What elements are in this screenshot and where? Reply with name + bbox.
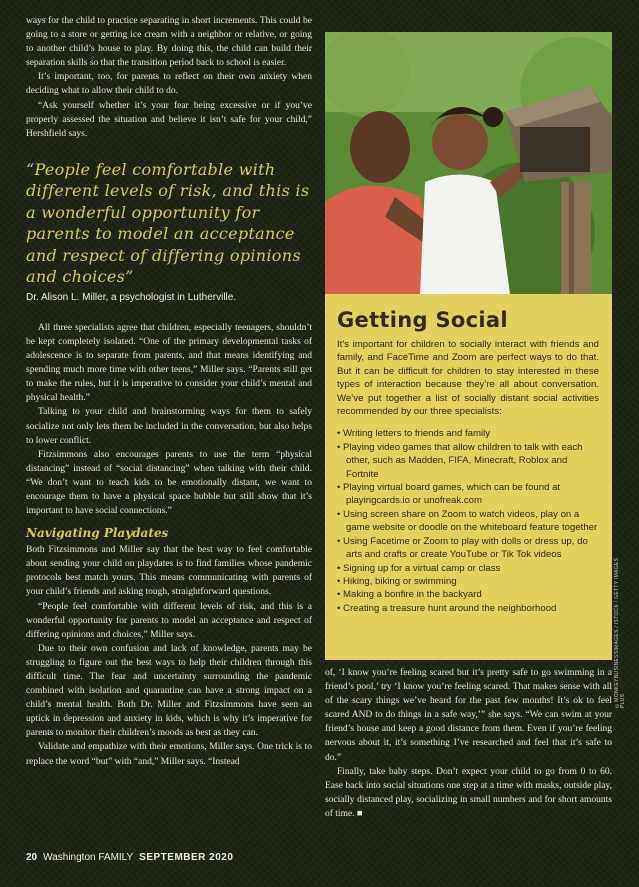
activity-list <box>337 427 599 615</box>
paragraph: It’s important, too, for parents to reflect on their own anxiety when deciding what to allow their child to do. <box>26 72 312 97</box>
issue-date: SEPTEMBER 2020 <box>139 852 234 863</box>
right-column <box>325 32 612 821</box>
photo-father-daughter-mailbox <box>325 32 612 294</box>
left-column <box>26 14 312 769</box>
list-item: • Creating a treasure hunt around the neighborhood <box>337 602 599 615</box>
paragraph: All three specialists agree that children, especially teenagers, shouldn’t be kept completely isolated. “One of the primary developmental tasks of adolescence is to separate from parents, and that means identifying and spending much more time with other teens,” Miller says. “Parents still get to make the rules, but it is imperative to consider your child’s mental and physical health.” <box>26 322 312 404</box>
list-item: • Playing video games that allow children to talk with each other, such as Madden, FIFA, Minecraft, Roblox and Fortnite <box>337 441 599 481</box>
sidebar-title: Getting Social <box>337 308 508 332</box>
paragraph: ways for the child to practice separating in short increments. This could be going to a store or getting ice cream with a neighbor or relative, or going to another child’s house to play. By doing this, the child can build their separation skills so that the transition period back to school is easier. <box>26 16 312 69</box>
sidebar-intro: It’s important for children to socially interact with friends and family, and FaceTime and Zoom are perfect ways to do that. But it can be difficult for children to stay interested in these types of interaction because they’re all about conversation. We’ve put together a list of socially distant social activities recommended by our three specialists: <box>337 339 599 418</box>
list-item: • Using Facetime or Zoom to play with dolls or dress up, do arts and crafts or create YouTube or Tik Tok videos <box>337 535 599 562</box>
list-item: • Making a bonfire in the backyard <box>337 588 599 601</box>
paragraph: Fitzsimmons also encourages parents to use the term “physical distancing” instead of “social distancing” when talking with their child. “We don’t want to teach kids to be emotionally distant, we want to encourage them to have a physical space bubble but still show that it’s important to have social connections.” <box>26 449 312 517</box>
pull-quote-attribution: Dr. Alison L. Miller, a psychologist in Lutherville. <box>26 291 237 303</box>
paragraph: “Ask yourself whether it’s your fear being excessive or if you’ve properly assessed the situation and believe it isn’t safe for your child,” Hershfield says. <box>26 100 312 139</box>
photo-credit: ©MONKEYBUSINESSIMAGES / ISTOCK / GETTY IMAGES PLUS <box>614 557 626 708</box>
paragraph: Due to their own confusion and lack of knowledge, parents may be struggling to figure out the best ways to help their children through this difficult time. The fear and uncertainty surrounding the pandemic combined with isolation and quarantine can have a strong impact on a child’s mental health. Both Dr. Miller and Fitzsimmons have seen an uptick in depression and anxiety in kids, which is why it’s imperative for parents to monitor their children’s moods as best as they can. <box>26 643 312 739</box>
body-text-right <box>325 666 612 821</box>
paragraph: of, ‘I know you’re feeling scared but it’s pretty safe to go swimming in a friend’s pool,’ try ‘I know you’re feeling scared. That makes sense with all of the scary things we’ve heard for the past few months! It’s ok to feel scared AND to do things in a safe way,’” she says. “We can swim at your friend’s house and keep a good distance from them. Even if you’re feeling nervous about it, it’s something I’ve researched and feel that it’s safe to do.” <box>325 668 612 763</box>
paragraph: “People feel comfortable with different levels of risk, and this is a wonderful opportunity for parents to model an acceptance and respect of differing opinions and choices,” Miller says. <box>26 601 312 640</box>
paragraph: Talking to your child and brainstorming ways for them to safely socialize not only lets them be included in the conversation, but also helps to lower conflict. <box>26 407 312 446</box>
publication-name: Washington FAMILY <box>43 852 134 863</box>
body-text-top <box>26 14 312 141</box>
list-item: • Using screen share on Zoom to watch videos, play on a game website or doodle on the whiteboard feature together <box>337 508 599 535</box>
body-text-mid <box>26 321 312 518</box>
list-item: • Signing up for a virtual camp or class <box>337 562 599 575</box>
paragraph: Validate and empathize with their emotions, Miller says. One trick is to replace the word “but” with “and,” Miller says. “Instead <box>26 742 312 767</box>
list-item: • Hiking, biking or swimming <box>337 575 599 588</box>
list-item: • Writing letters to friends and family <box>337 427 599 440</box>
paragraph: Finally, take baby steps. Don’t expect your child to go from 0 to 60. Ease back into social situations one step at a time with masks, outside play, socially distanced play, socializing in small numbers and for short amounts of time. ■ <box>325 766 612 819</box>
paragraph: Both Fitzsimmons and Miller say that the best way to feel comfortable about sending your child on playdates is to find families whose pandemic protocols best match yours. This means communicating with parents of your child’s friends and asking tough, straightforward questions. <box>26 545 312 598</box>
subheading: Navigating Playdates <box>26 526 169 541</box>
pull-quote <box>26 159 312 303</box>
page-number: 20 <box>26 852 38 863</box>
getting-social-sidebar <box>325 294 612 660</box>
page-footer <box>26 852 233 863</box>
body-text-bottom <box>26 543 312 769</box>
list-item: • Playing virtual board games, which can be found at playingcards.io or unofreak.com <box>337 481 599 508</box>
pull-quote-text: “People feel comfortable with different levels of risk, and this is a wonderful opportunity for parents to model an acceptance and respect of differing opinions and choices” <box>26 159 310 287</box>
